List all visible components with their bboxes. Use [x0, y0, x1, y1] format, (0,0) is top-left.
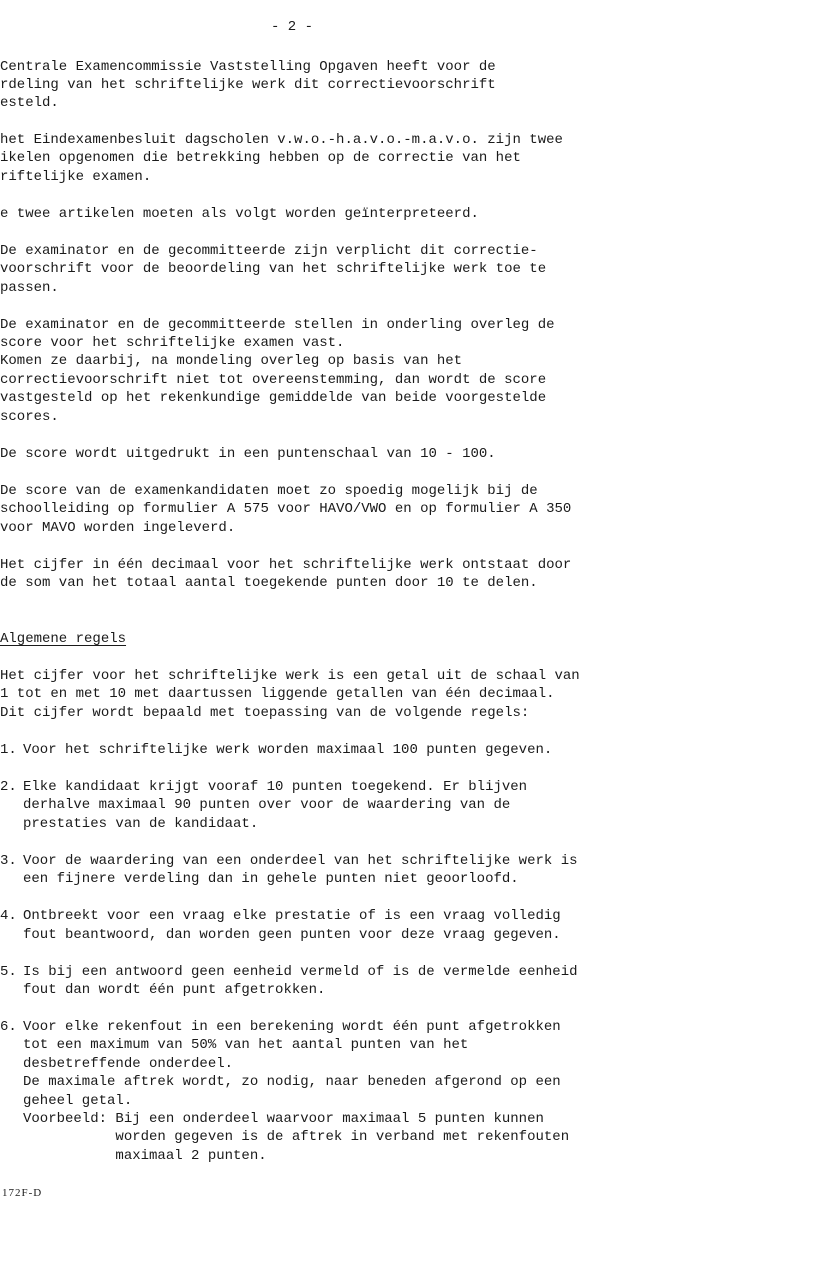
body-line: De score van de examenkandidaten moet zo spoedig mogelijk bij de	[0, 483, 538, 499]
rule-line: Ontbreekt voor een vraag elke prestatie of is een vraag volledig	[23, 908, 561, 924]
rule-line: tot een maximum van 50% van het aantal punten van het	[23, 1037, 469, 1053]
rule-line: Is bij een antwoord geen eenheid vermeld of is de vermelde eenheid	[23, 964, 578, 980]
rules-intro-line: Dit cijfer wordt bepaald met toepassing van de volgende regels:	[0, 705, 530, 721]
body-line: De examinator en de gecommitteerde stellen in onderling overleg de	[0, 317, 555, 333]
footer-code: 172F-D	[2, 1187, 43, 1199]
rule-line: derhalve maximaal 90 punten over voor de waardering van de	[23, 797, 511, 813]
body-line: De score wordt uitgedrukt in een puntenschaal van 10 - 100.	[0, 446, 496, 462]
rule-line: fout dan wordt één punt afgetrokken.	[23, 982, 326, 998]
body-line: correctievoorschrift niet tot overeenstemming, dan wordt de score	[0, 372, 547, 388]
body-line: passen.	[0, 280, 59, 296]
body-line: de som van het totaal aantal toegekende punten door 10 te delen.	[0, 575, 538, 591]
rule-line: Voor de waardering van een onderdeel van het schriftelijke werk is	[23, 853, 578, 869]
body-line: vastgesteld op het rekenkundige gemiddelde van beide voorgestelde	[0, 390, 547, 406]
body-line: Komen ze daarbij, na mondeling overleg op basis van het	[0, 353, 463, 369]
rule-number: 6.	[0, 1019, 17, 1035]
rule-number: 4.	[0, 908, 17, 924]
rule-line: geheel getal.	[23, 1093, 133, 1109]
body-line: scores.	[0, 409, 59, 425]
rule-number: 2.	[0, 779, 17, 795]
rule-number: 3.	[0, 853, 17, 869]
rule-line: prestaties van de kandidaat.	[23, 816, 259, 832]
rule-line: Voor elke rekenfout in een berekening wordt één punt afgetrokken	[23, 1019, 561, 1035]
rules-intro-line: Het cijfer voor het schriftelijke werk is een getal uit de schaal van	[0, 668, 580, 684]
rule-line: desbetreffende onderdeel.	[23, 1056, 234, 1072]
page-number: - 2 -	[271, 19, 314, 35]
rule-number: 1.	[0, 742, 17, 758]
intro-line: het Eindexamenbesluit dagscholen v.w.o.-h.a.v.o.-m.a.v.o. zijn twee	[0, 132, 563, 148]
intro-line: e twee artikelen moeten als volgt worden geïnterpreteerd.	[0, 206, 479, 222]
rule-example-line: worden gegeven is de aftrek in verband met rekenfouten	[23, 1129, 570, 1145]
rule-line: Voor het schriftelijke werk worden maximaal 100 punten gegeven.	[23, 742, 553, 758]
body-line: voorschrift voor de beoordeling van het schriftelijke werk toe te	[0, 261, 547, 277]
rule-example-line: maximaal 2 punten.	[23, 1148, 267, 1164]
intro-line: riftelijke examen.	[0, 169, 152, 185]
body-line: De examinator en de gecommitteerde zijn verplicht dit correctie-	[0, 243, 538, 259]
intro-line: esteld.	[0, 95, 59, 111]
body-line: score voor het schriftelijke examen vast.	[0, 335, 345, 351]
rule-line: een fijnere verdeling dan in gehele punten niet geoorloofd.	[23, 871, 519, 887]
body-line: schoolleiding op formulier A 575 voor HAVO/VWO en op formulier A 350	[0, 501, 572, 517]
intro-line: rdeling van het schriftelijke werk dit correctievoorschrift	[0, 77, 496, 93]
rule-line: De maximale aftrek wordt, zo nodig, naar beneden afgerond op een	[23, 1074, 561, 1090]
intro-line: Centrale Examencommissie Vaststelling Opgaven heeft voor de	[0, 59, 496, 75]
rules-intro-line: 1 tot en met 10 met daartussen liggende getallen van één decimaal.	[0, 686, 555, 702]
rule-line: Elke kandidaat krijgt vooraf 10 punten toegekend. Er blijven	[23, 779, 528, 795]
intro-line: ikelen opgenomen die betrekking hebben op de correctie van het	[0, 150, 521, 166]
section-heading: Algemene regels	[0, 631, 127, 647]
rule-example-line: Voorbeeld: Bij een onderdeel waarvoor maximaal 5 punten kunnen	[23, 1111, 544, 1127]
rule-line: fout beantwoord, dan worden geen punten voor deze vraag gegeven.	[23, 927, 561, 943]
body-line: voor MAVO worden ingeleverd.	[0, 520, 236, 536]
rule-number: 5.	[0, 964, 17, 980]
body-line: Het cijfer in één decimaal voor het schriftelijke werk ontstaat door	[0, 557, 572, 573]
